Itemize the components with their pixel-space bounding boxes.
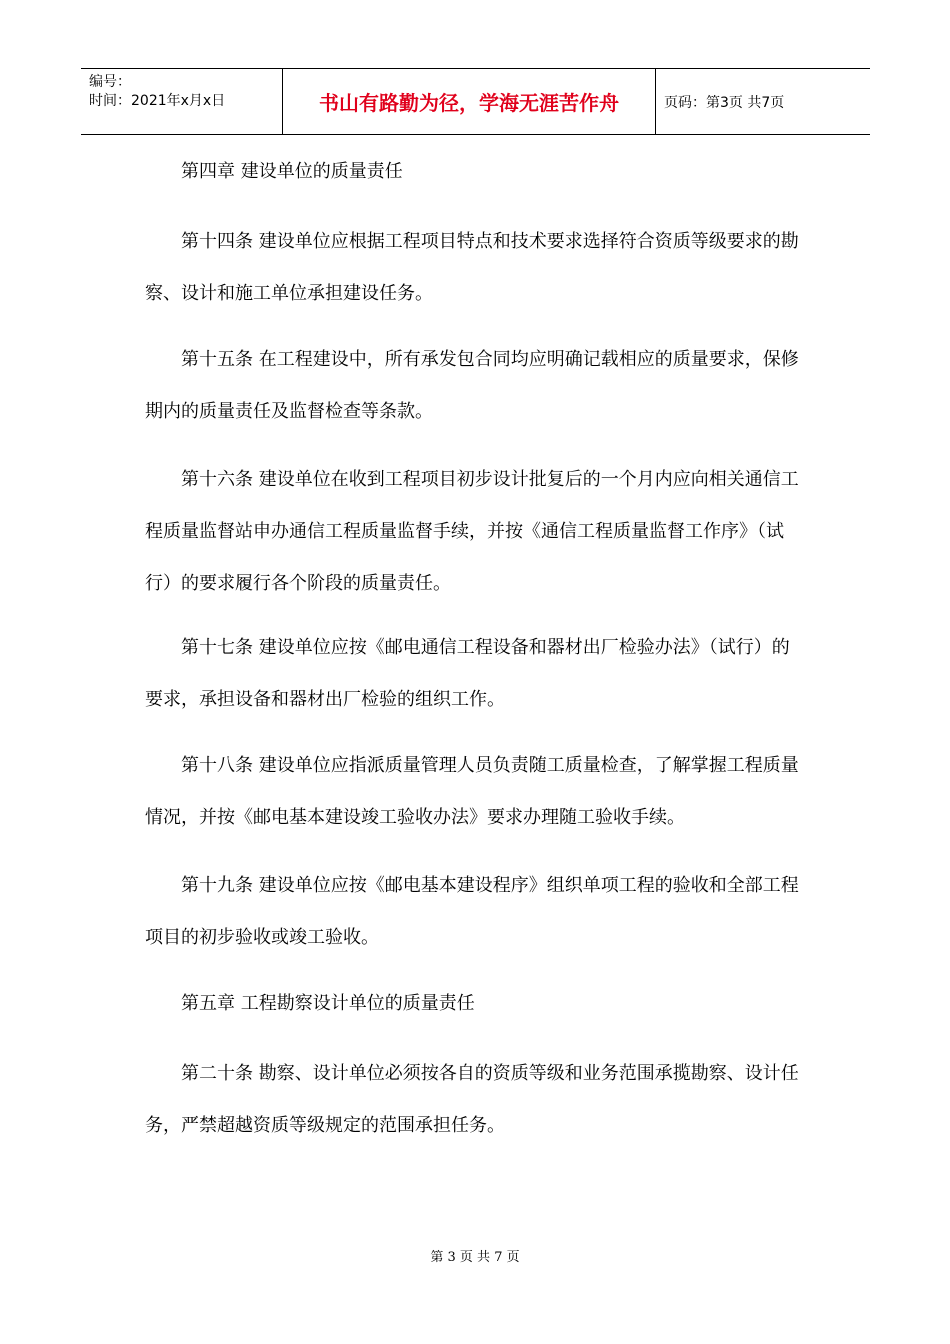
chapter-heading-5: 第五章 工程勘察设计单位的质量责任 [181,993,475,1014]
article-18: 第十八条 建设单位应指派质量管理人员负责随工质量检查，了解掌握工程质量情况，并按《邮电基本建设竣工验收办法》要求办理随工验收手续。 [145,755,799,828]
page-header [81,68,870,135]
document-number-label: 编号： [89,74,131,90]
document-date: 时间：2021年x月x日 [89,93,226,109]
article-16: 第十六条 建设单位在收到工程项目初步设计批复后的一个月内应向相关通信工程质量监督站申办通信工程质量监督手续，并按《通信工程质量监督工作序》（试行）的要求履行各个阶段的质量责任。 [145,469,799,594]
article-17: 第十七条 建设单位应按《邮电通信工程设备和器材出厂检验办法》（试行）的要求，承担设备和器材出厂检验的组织工作。 [145,637,790,710]
article-19: 第十九条 建设单位应按《邮电基本建设程序》组织单项工程的验收和全部工程项目的初步验收或竣工验收。 [145,875,799,948]
header-motto: 书山有路勤为径，学海无涯苦作舟 [282,69,656,134]
header-meta [81,69,282,134]
header-page-info: 页码：第3页 共7页 [664,94,785,111]
page-footer: 第 3 页 共 7 页 [430,1250,520,1265]
article-14: 第十四条 建设单位应根据工程项目特点和技术要求选择符合资质等级要求的勘察、设计和施工单位承担建设任务。 [145,231,799,304]
article-20: 第二十条 勘察、设计单位必须按各自的资质等级和业务范围承揽勘察、设计任务，严禁超越资质等级规定的范围承担任务。 [145,1063,799,1136]
article-15: 第十五条 在工程建设中，所有承发包合同均应明确记载相应的质量要求，保修期内的质量责任及监督检查等条款。 [145,349,799,422]
chapter-heading-4: 第四章 建设单位的质量责任 [181,161,403,182]
